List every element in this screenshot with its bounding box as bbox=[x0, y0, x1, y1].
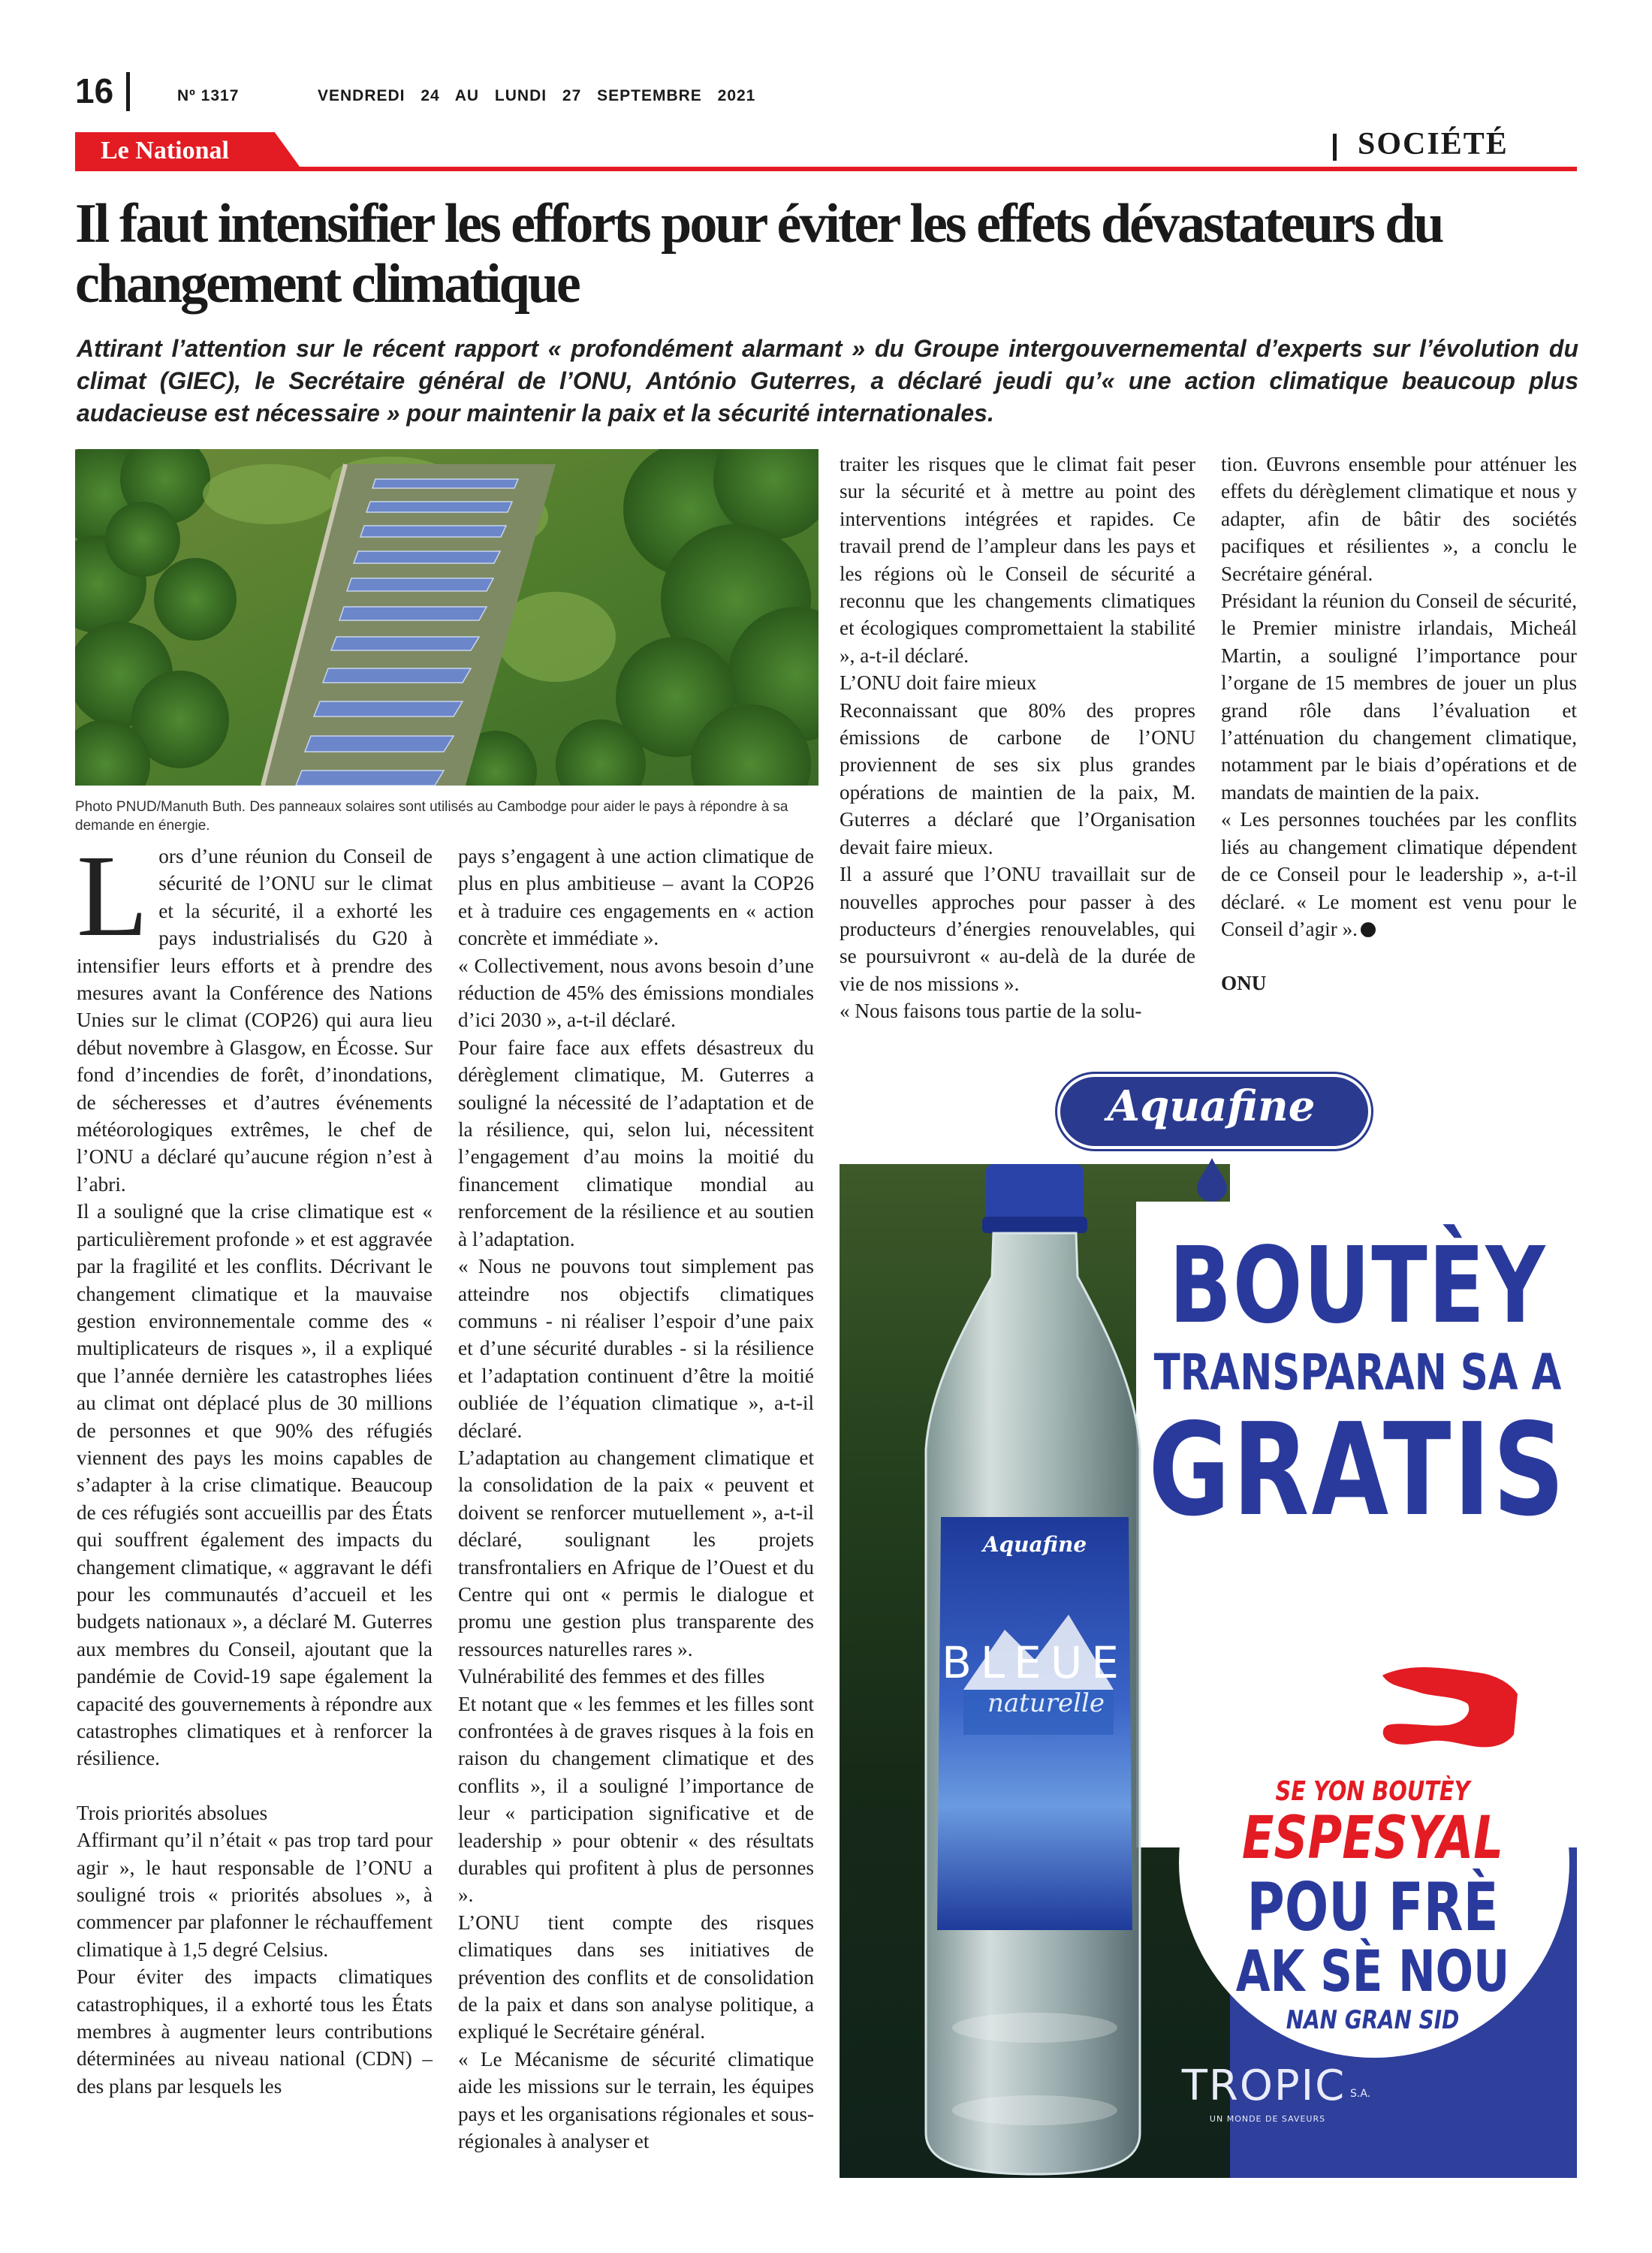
paragraph: Et notant que « les femmes et les filles sont confrontées à de graves risques à la fois en raison du changement climatique et des conflits », il a souligné l’importance de leur « participation significative et de leadership » pour obtenir « des résultats durables qui profitent à plus de personnes ». bbox=[458, 1692, 814, 1907]
page-number-divider bbox=[126, 72, 130, 111]
tropic-logo-suffix: S.A. bbox=[1350, 2088, 1371, 2100]
bottle-label-subtitle: naturelle bbox=[987, 1688, 1105, 1718]
paragraph: « Nous faisons tous partie de la solu- bbox=[840, 1000, 1142, 1023]
paragraph: L’adaptation au changement climatique et la consolidation de la paix « peuvent et doivent se renforcer mutuellement », a-t-il déclaré, soulignant les projets transfrontaliers en Afrique de l’Ouest et du Centre qui ont « permis le dialogue et promu une gestion plus transparente des ressources naturelles rares ». bbox=[458, 1446, 814, 1660]
tropic-tagline: UN MONDE DE SAVEURS bbox=[1209, 2114, 1326, 2124]
ad-promo-line-2: ESPESYAL bbox=[1241, 1805, 1504, 1872]
end-mark-icon bbox=[1361, 922, 1376, 937]
paragraph: pays s’engagent à une action climatique de plus en plus ambitieuse – avant la COP26 et à traduire ces engagements en « action concrète et immédiate ». bbox=[458, 845, 814, 950]
section-name: SOCIÉTÉ bbox=[1358, 127, 1509, 161]
paragraph: Il a assuré que l’ONU travaillait sur de nouvelles approches pour passer à des producteurs d’énergies renouvelables, qui se poursuivront « au-delà de la durée de vie de nos missions ». bbox=[840, 863, 1195, 995]
ad-headline-line-3: GRATIS bbox=[1148, 1396, 1567, 1545]
water-drop-icon bbox=[1194, 1157, 1230, 1202]
ad-headline-line-1: BOUTÈY bbox=[1168, 1225, 1547, 1347]
photo-caption: Photo PNUD/Manuth Buth. Des panneaux solaires sont utilisés au Cambodge pour aider le pays à répondre à sa demande en énergie. bbox=[75, 799, 788, 834]
paragraph: traiter les risques que le climat fait peser sur la sécurité et à mettre au point des interventions intégrées et rapides. Ce travail prend de l’ampleur dans les pays et les régions où le Conseil de sécurité a reconnu que les changements climatiques et écologiques compromettaient la stabilité », a-t-il déclaré. bbox=[840, 453, 1195, 667]
tropic-logo-text: TROPIC bbox=[1181, 2061, 1346, 2110]
solar-farm-photo bbox=[75, 449, 818, 786]
haiti-map-icon bbox=[1365, 1652, 1530, 1765]
brand-name: Le National bbox=[101, 137, 229, 164]
bottle-label-name: BLEUE bbox=[942, 1637, 1128, 1688]
paragraph: Pour éviter des impacts climatiques catastrophiques, il a exhorté tous les États membres à augmenter leurs contributions déterminées au niveau national (CDN) – des plans par lesquels les bbox=[77, 1965, 433, 2098]
article-column-2 bbox=[458, 843, 814, 2155]
paragraph: ors d’une réunion du Conseil de sécurité de l’ONU sur le climat et la sécurité, il a exhorté les pays industrialisés du G20 à intensifier leurs efforts et à prendre des mesures avant la Conférence des Nations Unies sur le climat (COP26) qui aura lieu début novembre à Glasgow, en Écosse. Sur fond d’incendies de forêt, d’inondations, de sécheresses et d’autres événements météorologiques extrêmes, le chef de l’ONU a déclaré qu’aucune région n’est à l’abri. bbox=[77, 845, 433, 1196]
ad-headline-line-2: TRANSPARAN SA A bbox=[1153, 1344, 1562, 1401]
bottle-label-brand: Aquafine bbox=[982, 1532, 1087, 1557]
article-column-4 bbox=[1221, 451, 1577, 997]
paragraph: « Collectivement, nous avons besoin d’une réduction de 45% des émissions mondiales d’ici 2030 », a-t-il déclaré. bbox=[458, 954, 814, 1032]
article-signature: ONU bbox=[1221, 972, 1267, 995]
paragraph: « Nous ne pouvons tout simplement pas atteindre nos objectifs climatiques communs - ni réaliser l’espoir d’une paix et d’une sécurité durables - si la résilience et l’adaptation continuent d’être la moitié oubliée de l’équation climatique », a-t-il déclaré. bbox=[458, 1255, 814, 1442]
paragraph: tion. Œuvrons ensemble pour atténuer les effets du dérèglement climatique et nous y adapter, afin de bâtir des sociétés pacifiques et résilientes », a conclu le Secrétaire général. bbox=[1221, 453, 1577, 585]
subhead: Vulnérabilité des femmes et des filles bbox=[458, 1665, 765, 1688]
issue-number: Nº 1317 bbox=[177, 87, 240, 104]
article-deck: Attirant l’attention sur le récent rapport « profondément alarmant » du Groupe intergouvernemental d’experts sur l’évolution du climat (GIEC), le Secrétaire général de l’ONU, António Guterres, a déclaré jeudi qu’« une action climatique beaucoup plus audacieuse est nécessaire » pour maintenir la paix et la sécurité internationales. bbox=[77, 335, 1578, 427]
aquafine-advertisement bbox=[840, 1051, 1577, 2178]
paragraph bbox=[1221, 806, 1577, 943]
page-number: 16 bbox=[75, 71, 114, 110]
paragraph: Pour faire face aux effets désastreux du dérèglement climatique, M. Guterres a souligné la nécessité de l’adaptation et de la résilience, qui, selon lui, nécessitent l’engagement d’au moins la moitié du financement climatique mondial au renforcement de la résilience et au soutien à l’adaptation. bbox=[458, 1036, 814, 1250]
ad-promo-line-5: NAN GRAN SID bbox=[1286, 2005, 1460, 2035]
ad-promo-line-3: POU FRÈ bbox=[1247, 1868, 1499, 1946]
paragraph: Présidant la réunion du Conseil de sécurité, le Premier ministre irlandais, Micheál Martin, a souligné l’importance pour l’organe de 15 membres de jouer un plus grand rôle dans l’évaluation et l’atténuation du changement climatique, notamment par le biais d’opérations et de mandats de maintien de la paix. bbox=[1221, 590, 1577, 804]
article-column-3 bbox=[840, 451, 1195, 1025]
paragraph: Affirmant qu’il n’était « pas trop tard pour agir », le haut responsable de l’ONU a souligné trois « priorités absolues », à commencer par plafonner le réchauffement climatique à 1,5 degré Celsius. bbox=[77, 1829, 433, 1961]
dateline: VENDREDI 24 AU LUNDI 27 SEPTEMBRE 2021 bbox=[318, 87, 756, 104]
paragraph-text: « Les personnes touchées par les conflits liés au changement climatique dépendent de ce Conseil pour le leadership », a-t-il déclaré. « Le moment est venu pour le Conseil d’agir ». bbox=[1221, 808, 1577, 940]
paragraph: Il a souligné que la crise climatique est « particulièrement profonde » et est aggravée par la fragilité et les conflits. Décrivant le changement climatique et la mauvaise gestion environnementale comme des « multiplicateurs de risques », il a expliqué que l’année dernière les catastrophes liées au climat ont déplacé plus de 30 millions de personnes et que 90% des réfugiés viennent des pays les moins capables de s’adapter à la crise climatique. Beaucoup de ces réfugiés sont accueillis par des États qui souffrent également des impacts du changement climatique, « aggravant le défi pour les communautés d’accueil et les budgets nationaux », a déclaré M. Guterres aux membres du Conseil, ajoutant que la pandémie de Covid-19 sape également la capacité des gouvernements à répondre aux catastrophes climatiques et à renforcer la résilience. bbox=[77, 1200, 433, 1770]
subhead: L’ONU doit faire mieux bbox=[840, 671, 1037, 695]
paragraph: L’ONU tient compte des risques climatiques dans ses initiatives de prévention des conflits et de consolidation de la paix et dans son analyse politique, a expliqué le Secrétaire général. bbox=[458, 1911, 814, 2043]
section-divider bbox=[1333, 134, 1337, 161]
article-headline: Il faut intensifier les efforts pour éviter les effets dévastateurs du changement climatique bbox=[75, 193, 1442, 315]
article-column-1 bbox=[77, 831, 433, 2100]
drop-cap: L bbox=[77, 831, 149, 961]
subhead: Trois priorités absolues bbox=[77, 1801, 268, 1824]
ad-promo-line-1: SE YON BOUTÈY bbox=[1275, 1776, 1470, 1807]
ad-promo-line-4: AK SÈ NOU bbox=[1235, 1938, 1510, 2004]
paragraph: « Le Mécanisme de sécurité climatique aide les missions sur le terrain, les équipes pays et les organisations régionales et sous-régionales à analyser et bbox=[458, 2047, 814, 2153]
aquafine-logo-text: Aquafine bbox=[1107, 1081, 1316, 1131]
paragraph: Reconnaissant que 80% des propres émissions de carbone de l’ONU proviennent de ses six plus grandes opérations de maintien de la paix, M. Guterres a déclaré que l’Organisation devait faire mieux. bbox=[840, 698, 1195, 858]
